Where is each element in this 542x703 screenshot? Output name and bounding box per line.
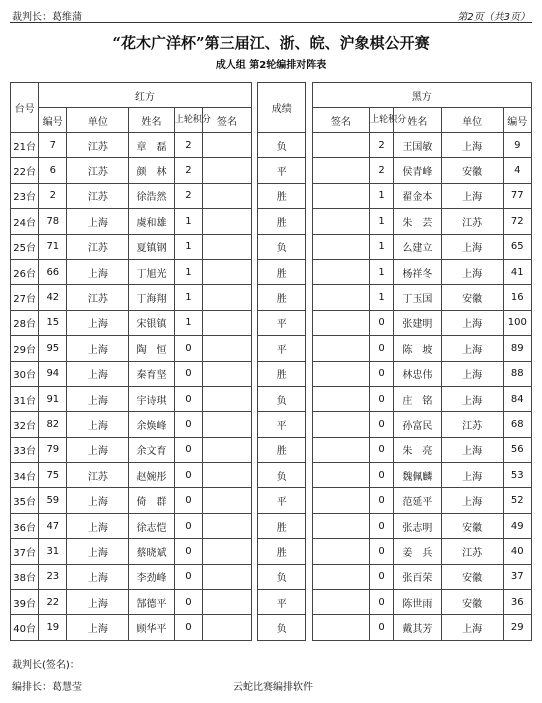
table-row — [11, 437, 532, 462]
red-player-name: 陶 恒 — [129, 336, 175, 361]
black-signature-cell — [312, 615, 370, 640]
black-player-unit: 上海 — [441, 386, 503, 411]
table-row — [11, 412, 532, 437]
black-player-name: 王国敏 — [394, 133, 442, 158]
red-player-unit: 江苏 — [67, 183, 129, 208]
black-signature-cell — [312, 234, 370, 259]
black-prev-score: 0 — [370, 412, 394, 437]
black-prev-score: 0 — [370, 437, 394, 462]
red-player-unit: 江苏 — [67, 158, 129, 183]
red-player-name: 顾华平 — [129, 615, 175, 640]
black-signature-cell — [312, 209, 370, 234]
red-prev-score: 0 — [174, 336, 202, 361]
black-prev-score: 0 — [370, 539, 394, 564]
black-player-unit: 江苏 — [441, 412, 503, 437]
black-player-unit: 上海 — [441, 437, 503, 462]
game-result: 平 — [258, 310, 306, 335]
black-player-name: 林忠伟 — [394, 361, 442, 386]
red-player-unit: 江苏 — [67, 133, 129, 158]
red-col-name: 姓名 — [129, 108, 175, 133]
row-table-no: 40台 — [11, 615, 39, 640]
row-table-no: 32台 — [11, 412, 39, 437]
red-prev-score: 0 — [174, 386, 202, 411]
red-player-no: 71 — [39, 234, 67, 259]
col-result-header: 成绩 — [258, 83, 306, 133]
red-prev-score: 0 — [174, 463, 202, 488]
black-signature-cell — [312, 590, 370, 615]
red-player-unit: 上海 — [67, 310, 129, 335]
black-player-name: 侯青峰 — [394, 158, 442, 183]
arranger-label: 编排长：葛慧莹 — [12, 682, 82, 693]
red-prev-score: 0 — [174, 412, 202, 437]
red-player-unit: 上海 — [67, 336, 129, 361]
black-prev-score: 0 — [370, 310, 394, 335]
red-player-name: 李劲峰 — [129, 564, 175, 589]
red-prev-score: 1 — [174, 310, 202, 335]
black-player-no: 52 — [503, 488, 531, 513]
black-player-unit: 安徽 — [441, 564, 503, 589]
black-signature-cell — [312, 386, 370, 411]
row-table-no: 28台 — [11, 310, 39, 335]
red-player-unit: 上海 — [67, 437, 129, 462]
row-table-no: 31台 — [11, 386, 39, 411]
red-player-name: 丁海翔 — [129, 285, 175, 310]
black-signature-cell — [312, 463, 370, 488]
game-result: 平 — [258, 336, 306, 361]
black-player-unit: 安徽 — [441, 285, 503, 310]
red-player-name: 徐志恺 — [129, 513, 175, 538]
red-signature-cell — [203, 590, 252, 615]
red-player-unit: 上海 — [67, 564, 129, 589]
black-signature-cell — [312, 310, 370, 335]
red-player-name: 章 磊 — [129, 133, 175, 158]
game-result: 胜 — [258, 209, 306, 234]
red-signature-cell — [203, 336, 252, 361]
red-player-unit: 江苏 — [67, 285, 129, 310]
red-player-name: 赵婉彤 — [129, 463, 175, 488]
black-player-name: 么建立 — [394, 234, 442, 259]
red-player-name: 徐浩然 — [129, 183, 175, 208]
black-player-no: 72 — [503, 209, 531, 234]
black-player-name: 朱 芸 — [394, 209, 442, 234]
red-player-unit: 上海 — [67, 488, 129, 513]
header-divider — [10, 22, 532, 23]
red-col-score: 上轮积分 — [174, 108, 202, 133]
black-signature-cell — [312, 513, 370, 538]
red-side-header: 红方 — [39, 83, 252, 108]
table-row — [11, 310, 532, 335]
game-result: 平 — [258, 158, 306, 183]
black-player-name: 杨祥冬 — [394, 259, 442, 284]
red-player-unit: 上海 — [67, 615, 129, 640]
red-player-no: 95 — [39, 336, 67, 361]
black-signature-cell — [312, 183, 370, 208]
black-player-no: 40 — [503, 539, 531, 564]
black-player-unit: 上海 — [441, 488, 503, 513]
red-player-no: 23 — [39, 564, 67, 589]
black-prev-score: 2 — [370, 158, 394, 183]
black-player-no: 9 — [503, 133, 531, 158]
table-row — [11, 133, 532, 158]
red-player-no: 94 — [39, 361, 67, 386]
game-result: 平 — [258, 412, 306, 437]
row-table-no: 39台 — [11, 590, 39, 615]
black-signature-cell — [312, 412, 370, 437]
red-prev-score: 2 — [174, 133, 202, 158]
red-player-unit: 江苏 — [67, 463, 129, 488]
black-signature-cell — [312, 158, 370, 183]
row-table-no: 24台 — [11, 209, 39, 234]
red-player-no: 66 — [39, 259, 67, 284]
red-player-no: 6 — [39, 158, 67, 183]
black-player-no: 16 — [503, 285, 531, 310]
black-player-name: 孙富民 — [394, 412, 442, 437]
row-table-no: 22台 — [11, 158, 39, 183]
red-player-no: 19 — [39, 615, 67, 640]
black-player-name: 姜 兵 — [394, 539, 442, 564]
red-signature-cell — [203, 412, 252, 437]
black-signature-cell — [312, 133, 370, 158]
red-prev-score: 2 — [174, 183, 202, 208]
red-signature-cell — [203, 463, 252, 488]
red-prev-score: 0 — [174, 590, 202, 615]
black-player-name: 范延平 — [394, 488, 442, 513]
black-player-name: 张志明 — [394, 513, 442, 538]
black-player-no: 100 — [503, 310, 531, 335]
red-player-no: 42 — [39, 285, 67, 310]
red-player-name: 虞和雄 — [129, 209, 175, 234]
black-player-unit: 上海 — [441, 259, 503, 284]
black-player-name: 魏佩麟 — [394, 463, 442, 488]
red-player-no: 15 — [39, 310, 67, 335]
black-player-no: 37 — [503, 564, 531, 589]
black-prev-score: 0 — [370, 564, 394, 589]
red-player-no: 59 — [39, 488, 67, 513]
black-player-name: 张百荣 — [394, 564, 442, 589]
game-result: 胜 — [258, 285, 306, 310]
black-player-unit: 上海 — [441, 463, 503, 488]
red-prev-score: 0 — [174, 564, 202, 589]
game-result: 胜 — [258, 539, 306, 564]
software-label: 云蛇比赛编排软件 — [233, 682, 313, 693]
red-signature-cell — [203, 285, 252, 310]
red-player-unit: 上海 — [67, 412, 129, 437]
table-row — [11, 285, 532, 310]
red-player-name: 丁旭光 — [129, 259, 175, 284]
red-player-no: 22 — [39, 590, 67, 615]
red-prev-score: 1 — [174, 209, 202, 234]
red-player-name: 宇诗琪 — [129, 386, 175, 411]
referee-header: 裁判长：葛维蒲 — [12, 12, 82, 23]
game-result: 胜 — [258, 513, 306, 538]
black-player-no: 84 — [503, 386, 531, 411]
game-result: 胜 — [258, 361, 306, 386]
black-prev-score: 1 — [370, 285, 394, 310]
game-result: 胜 — [258, 437, 306, 462]
red-player-unit: 上海 — [67, 386, 129, 411]
black-player-unit: 上海 — [441, 310, 503, 335]
pairing-table — [10, 82, 532, 641]
black-signature-cell — [312, 488, 370, 513]
page-info: 第2页（共3页） — [457, 12, 530, 23]
red-player-name: 倚 群 — [129, 488, 175, 513]
black-prev-score: 0 — [370, 386, 394, 411]
black-signature-cell — [312, 361, 370, 386]
red-player-name: 夏镇钢 — [129, 234, 175, 259]
row-table-no: 37台 — [11, 539, 39, 564]
red-prev-score: 1 — [174, 234, 202, 259]
row-table-no: 26台 — [11, 259, 39, 284]
table-row — [11, 361, 532, 386]
black-player-unit: 上海 — [441, 234, 503, 259]
black-player-name: 丁玉国 — [394, 285, 442, 310]
black-player-no: 29 — [503, 615, 531, 640]
red-player-no: 2 — [39, 183, 67, 208]
red-player-unit: 上海 — [67, 209, 129, 234]
red-prev-score: 2 — [174, 158, 202, 183]
red-signature-cell — [203, 234, 252, 259]
red-prev-score: 1 — [174, 259, 202, 284]
black-col-name: 姓名 — [394, 108, 442, 133]
black-player-no: 4 — [503, 158, 531, 183]
row-table-no: 35台 — [11, 488, 39, 513]
red-player-no: 78 — [39, 209, 67, 234]
pairing-rows — [11, 133, 532, 641]
red-player-name: 颜 林 — [129, 158, 175, 183]
red-player-unit: 上海 — [67, 259, 129, 284]
red-player-name: 余文育 — [129, 437, 175, 462]
black-player-no: 89 — [503, 336, 531, 361]
black-signature-cell — [312, 336, 370, 361]
red-signature-cell — [203, 133, 252, 158]
black-player-unit: 上海 — [441, 615, 503, 640]
row-table-no: 25台 — [11, 234, 39, 259]
black-player-name: 陈世雨 — [394, 590, 442, 615]
black-player-unit: 安徽 — [441, 513, 503, 538]
red-player-no: 75 — [39, 463, 67, 488]
red-prev-score: 0 — [174, 513, 202, 538]
black-prev-score: 0 — [370, 463, 394, 488]
table-row — [11, 615, 532, 640]
black-player-no: 77 — [503, 183, 531, 208]
black-signature-cell — [312, 259, 370, 284]
black-player-name: 陈 坡 — [394, 336, 442, 361]
black-signature-cell — [312, 539, 370, 564]
red-player-name: 宋银镇 — [129, 310, 175, 335]
row-table-no: 36台 — [11, 513, 39, 538]
red-prev-score: 0 — [174, 437, 202, 462]
black-prev-score: 1 — [370, 209, 394, 234]
black-prev-score: 2 — [370, 133, 394, 158]
black-player-no: 41 — [503, 259, 531, 284]
table-row — [11, 386, 532, 411]
red-player-name: 秦育坚 — [129, 361, 175, 386]
red-player-no: 91 — [39, 386, 67, 411]
table-row — [11, 209, 532, 234]
red-player-no: 82 — [39, 412, 67, 437]
row-table-no: 21台 — [11, 133, 39, 158]
black-prev-score: 1 — [370, 183, 394, 208]
red-player-unit: 上海 — [67, 513, 129, 538]
table-row — [11, 463, 532, 488]
black-player-no: 56 — [503, 437, 531, 462]
row-table-no: 23台 — [11, 183, 39, 208]
black-player-no: 36 — [503, 590, 531, 615]
black-signature-cell — [312, 564, 370, 589]
table-row — [11, 259, 532, 284]
black-col-score: 上轮积分 — [370, 108, 394, 133]
red-prev-score: 0 — [174, 615, 202, 640]
game-result: 平 — [258, 488, 306, 513]
red-player-name: 郜德平 — [129, 590, 175, 615]
black-prev-score: 1 — [370, 259, 394, 284]
table-row — [11, 234, 532, 259]
black-player-unit: 上海 — [441, 361, 503, 386]
black-side-header: 黑方 — [312, 83, 531, 108]
game-result: 负 — [258, 133, 306, 158]
game-result: 平 — [258, 590, 306, 615]
game-result: 负 — [258, 564, 306, 589]
red-prev-score: 0 — [174, 488, 202, 513]
black-prev-score: 0 — [370, 590, 394, 615]
black-prev-score: 0 — [370, 361, 394, 386]
black-player-no: 68 — [503, 412, 531, 437]
red-signature-cell — [203, 310, 252, 335]
red-signature-cell — [203, 513, 252, 538]
row-table-no: 34台 — [11, 463, 39, 488]
red-signature-cell — [203, 539, 252, 564]
red-signature-cell — [203, 437, 252, 462]
black-player-unit: 上海 — [441, 183, 503, 208]
red-signature-cell — [203, 488, 252, 513]
black-prev-score: 0 — [370, 336, 394, 361]
red-signature-cell — [203, 615, 252, 640]
game-result: 胜 — [258, 183, 306, 208]
red-player-no: 31 — [39, 539, 67, 564]
red-prev-score: 1 — [174, 285, 202, 310]
red-prev-score: 0 — [174, 361, 202, 386]
table-row — [11, 513, 532, 538]
black-prev-score: 0 — [370, 615, 394, 640]
col-table-header: 台号 — [11, 83, 39, 133]
game-result: 负 — [258, 463, 306, 488]
game-result: 胜 — [258, 259, 306, 284]
black-player-no: 53 — [503, 463, 531, 488]
red-col-no: 编号 — [39, 108, 67, 133]
red-player-unit: 上海 — [67, 590, 129, 615]
red-player-unit: 上海 — [67, 539, 129, 564]
red-col-unit: 单位 — [67, 108, 129, 133]
red-signature-cell — [203, 158, 252, 183]
black-player-unit: 上海 — [441, 336, 503, 361]
black-player-name: 翟金本 — [394, 183, 442, 208]
black-prev-score: 1 — [370, 234, 394, 259]
black-player-name: 朱 亮 — [394, 437, 442, 462]
row-table-no: 33台 — [11, 437, 39, 462]
table-row — [11, 183, 532, 208]
game-result: 负 — [258, 234, 306, 259]
game-result: 负 — [258, 386, 306, 411]
black-col-sign: 签名 — [312, 108, 370, 133]
black-prev-score: 0 — [370, 513, 394, 538]
red-player-name: 蔡晓斌 — [129, 539, 175, 564]
black-col-no: 编号 — [503, 108, 531, 133]
referee-signature-label: 裁判长(签名)： — [12, 660, 80, 671]
red-player-name: 余焕峰 — [129, 412, 175, 437]
row-table-no: 29台 — [11, 336, 39, 361]
table-row — [11, 564, 532, 589]
red-prev-score: 0 — [174, 539, 202, 564]
black-player-unit: 上海 — [441, 133, 503, 158]
black-col-unit: 单位 — [441, 108, 503, 133]
red-signature-cell — [203, 183, 252, 208]
red-player-no: 79 — [39, 437, 67, 462]
red-signature-cell — [203, 386, 252, 411]
red-signature-cell — [203, 209, 252, 234]
document-subtitle: 成人组 第2轮编排对阵表 — [215, 60, 327, 71]
black-player-unit: 江苏 — [441, 539, 503, 564]
black-player-name: 庄 铭 — [394, 386, 442, 411]
table-row — [11, 539, 532, 564]
black-player-no: 88 — [503, 361, 531, 386]
table-row — [11, 488, 532, 513]
document-title: “花木广洋杯”第三届江、浙、皖、沪象棋公开赛 — [112, 34, 430, 52]
table-row — [11, 336, 532, 361]
black-prev-score: 0 — [370, 488, 394, 513]
black-player-unit: 安徽 — [441, 158, 503, 183]
red-signature-cell — [203, 259, 252, 284]
table-row — [11, 158, 532, 183]
game-result: 负 — [258, 615, 306, 640]
red-col-sign: 签名 — [203, 108, 252, 133]
black-player-name: 张建明 — [394, 310, 442, 335]
black-player-unit: 江苏 — [441, 209, 503, 234]
red-signature-cell — [203, 361, 252, 386]
red-player-no: 7 — [39, 133, 67, 158]
black-signature-cell — [312, 437, 370, 462]
red-player-unit: 上海 — [67, 361, 129, 386]
row-table-no: 27台 — [11, 285, 39, 310]
black-signature-cell — [312, 285, 370, 310]
black-player-no: 65 — [503, 234, 531, 259]
row-table-no: 30台 — [11, 361, 39, 386]
black-player-name: 戴其芳 — [394, 615, 442, 640]
black-player-no: 49 — [503, 513, 531, 538]
row-table-no: 38台 — [11, 564, 39, 589]
table-row — [11, 590, 532, 615]
red-player-unit: 江苏 — [67, 234, 129, 259]
black-player-unit: 安徽 — [441, 590, 503, 615]
red-player-no: 47 — [39, 513, 67, 538]
red-signature-cell — [203, 564, 252, 589]
